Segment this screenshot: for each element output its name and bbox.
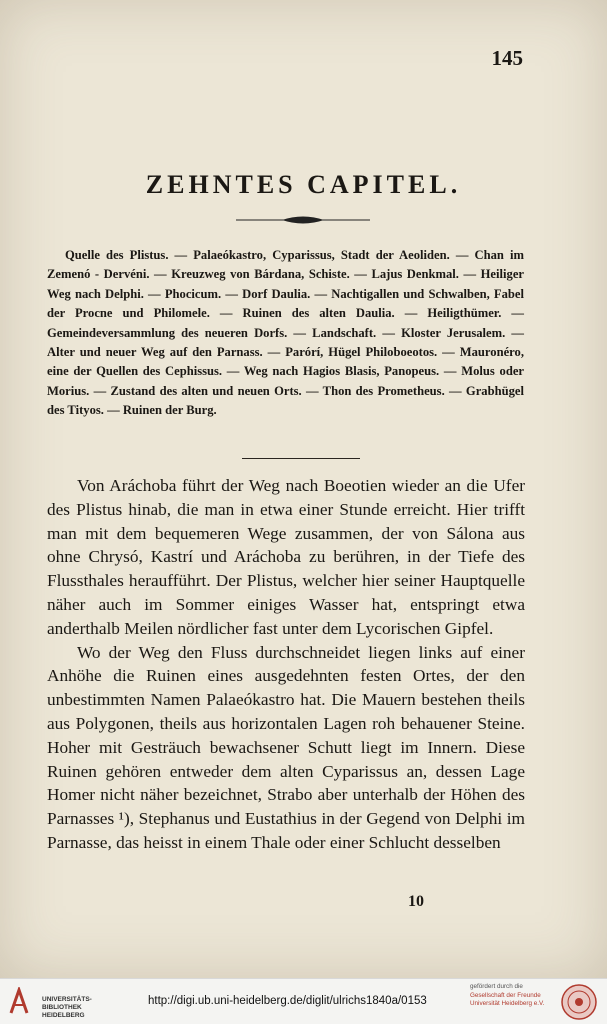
permalink-url[interactable]: http://digi.ub.uni-heidelberg.de/diglit/ulrichs1840a/0153 [148, 995, 427, 1007]
viewer-footer [0, 978, 607, 1024]
page-number: 145 [491, 46, 523, 70]
university-seal-icon [560, 983, 598, 1021]
chapter-summary: Quelle des Plistus. — Palaeókastro, Cyparissus, Stadt der Aeoliden. — Chan im Zemenó - Dervéni. — Kreuzweg von Bárdana, Schiste. — Lajus Denkmal. — Heiliger Weg nach Delphi. — Phocicum. — Dorf Daulia. — Nachtigallen und Schwalben, Fabel der Procne und Philomele. — Ruinen des alten Daulia. — Heiligthümer. — Gemeindeversammlung des neueren Dorfs. — Landschaft. — Kloster Jerusalem. — Alter und neuer Weg auf den Parnass. — Parórí, Hügel Philoboeotos. — Mauronéro, eine der Quellen des Cephissus. — Weg nach Hagios Blasis, Panopeus. — Molus oder Morius. — Zustand des alten und neuen Orts. — Thon des Prometheus. — Grabhügel des Tityos. — Ruinen der Burg. [47, 248, 524, 418]
chapter-title: ZEHNTES CAPITEL. [145, 170, 462, 199]
paragraph: Von Aráchoba führt der Weg nach Boeotien wieder an die Ufer des Plistus hinab, die man in etwa einer Stunde erreicht. Hier trifft man mit dem bequemeren Wege zusammen, der von Sálona aus ohne Chrysó, Kastrí und Aráchoba zu berühren, in der Tiefe des Flussthales heraufführt. Der Plistus, welcher hier seiner Hauptquelle näher auch im Sommer einiges Wasser hat, entspringt etwa anderthalb Meilen nördlicher fast unter dem Lycorischen Gipfel. [47, 476, 525, 638]
university-library-logo[interactable] [8, 987, 138, 1020]
body-text [47, 474, 525, 855]
library-logo-text: UNIVERSITÄTS- BIBLIOTHEK HEIDELBERG [42, 996, 92, 1020]
section-rule [242, 458, 360, 459]
sponsor-note: gefördert durch die Gesellschaft der Freunde Universität Heidelberg e.V. [470, 983, 545, 1007]
signature-mark: 10 [408, 893, 424, 910]
paragraph: Wo der Weg den Fluss durchschneidet liegen links auf einer Anhöhe die Ruinen eines ausgedehnten festen Ortes, der den unbestimmten Namen Palaeókastro hat. Die Mauern bestehen theils aus Polygonen, theils aus horizontalen Lagen roh behauener Steine. Hoher mit Gesträuch bewachsener Schutt liegt im Innern. Diese Ruinen gehören entweder dem alten Cyparissus an, dessen Lage Homer nicht näher bezeichnet, Strabo aber unterhalb der Höhen des Parnasses ¹), Stephanus und Eustathius in der Gegend von Delphi im Parnasse, das heisst in einem Thale oder einer Schlucht desselben [47, 642, 525, 852]
library-emblem-icon [8, 987, 30, 1015]
ornament-divider-icon [236, 213, 370, 227]
